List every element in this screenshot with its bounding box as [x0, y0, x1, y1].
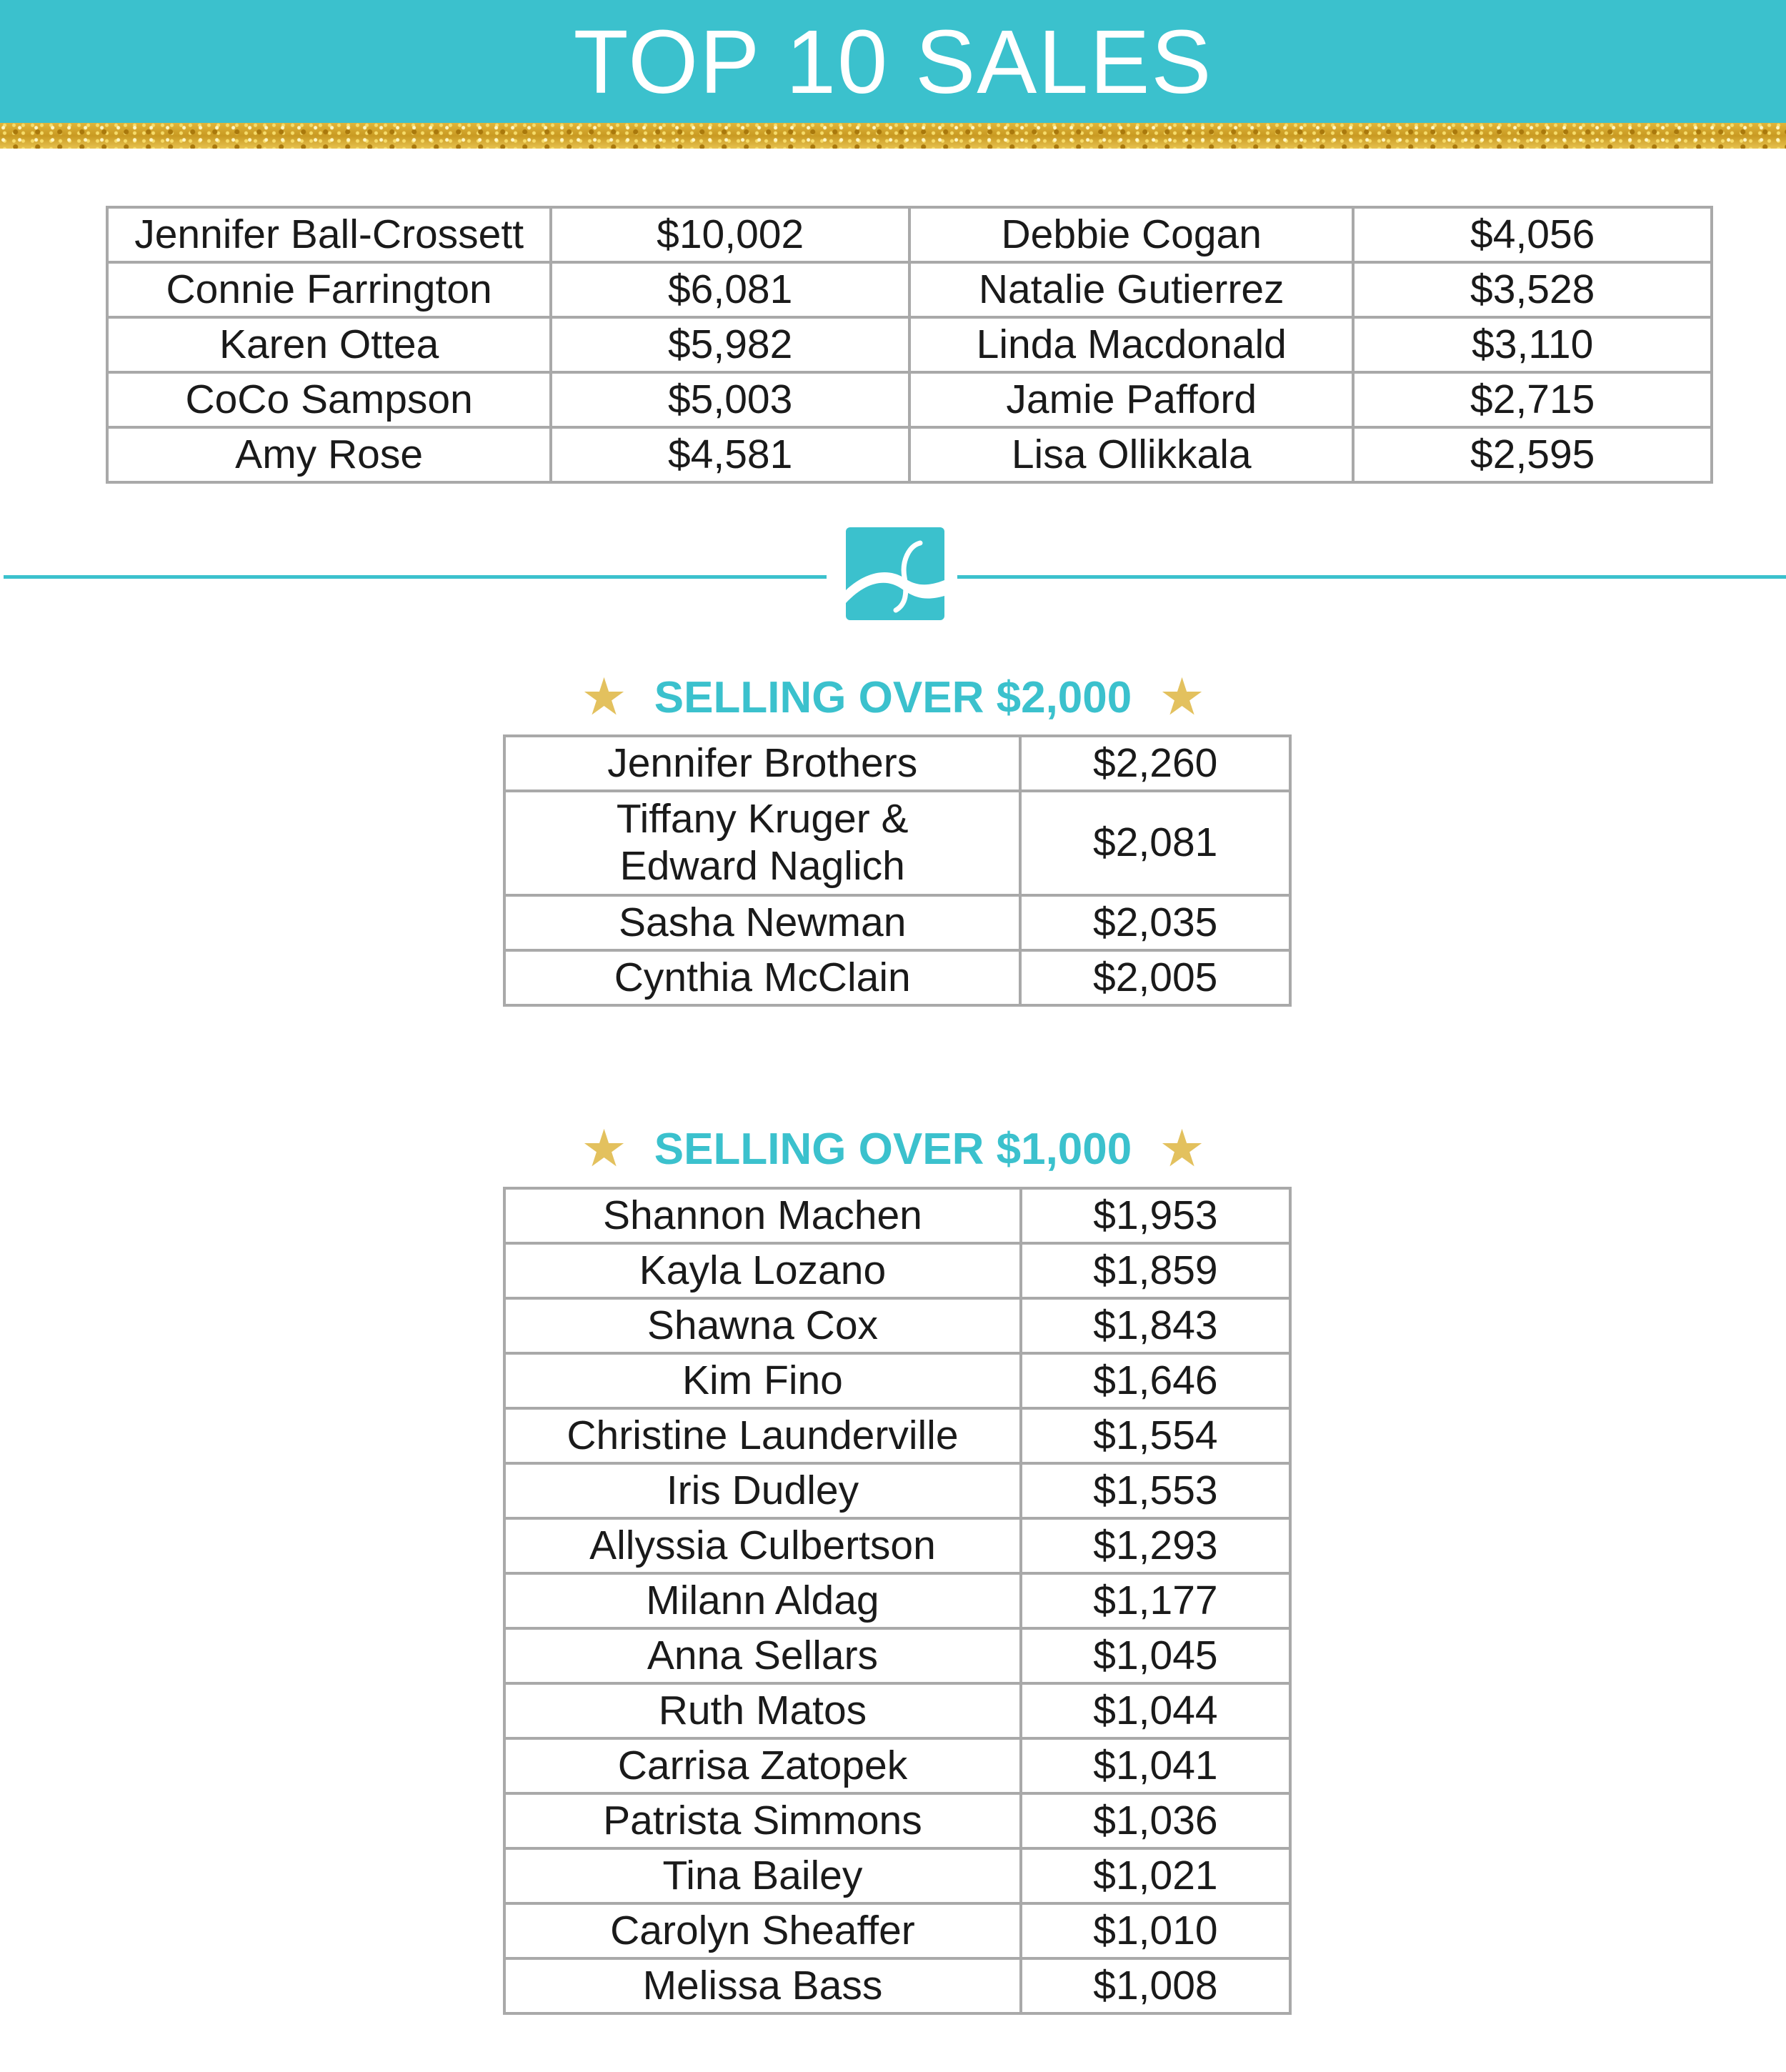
seller-amount: $1,554: [1021, 1408, 1290, 1463]
seller-amount: $2,595: [1353, 427, 1712, 482]
seller-name: Anna Sellars: [504, 1628, 1021, 1683]
seller-name: Shawna Cox: [504, 1298, 1021, 1353]
seller-name-line-2: Edward Naglich: [619, 843, 905, 889]
table-row: [504, 791, 1290, 895]
seller-name: Natalie Gutierrez: [909, 262, 1353, 317]
seller-amount: $1,177: [1021, 1573, 1290, 1628]
seller-name: Cynthia McClain: [504, 950, 1020, 1005]
seller-name: Christine Launderville: [504, 1408, 1021, 1463]
brand-logo-icon: [846, 527, 944, 620]
top10-table: [106, 206, 1713, 484]
table-row: [107, 372, 1712, 427]
seller-amount: $1,036: [1021, 1793, 1290, 1848]
seller-name: Carolyn Sheaffer: [504, 1903, 1021, 1958]
table-row: [504, 1683, 1290, 1738]
table-row: [504, 1463, 1290, 1518]
table-row: [504, 736, 1290, 791]
seller-name: Shannon Machen: [504, 1188, 1021, 1243]
star-icon: ★: [581, 669, 627, 726]
page-title: TOP 10 SALES: [573, 11, 1213, 112]
table-row: [504, 1848, 1290, 1903]
seller-name: Iris Dudley: [504, 1463, 1021, 1518]
seller-name: Patrista Simmons: [504, 1793, 1021, 1848]
table-row: [504, 1738, 1290, 1793]
seller-name: Jamie Pafford: [909, 372, 1353, 427]
table-row: [504, 1793, 1290, 1848]
table-row: [504, 1518, 1290, 1573]
seller-name: Debbie Cogan: [909, 207, 1353, 262]
seller-amount: $2,035: [1020, 895, 1290, 950]
seller-name: Karen Ottea: [107, 317, 551, 372]
seller-name: CoCo Sampson: [107, 372, 551, 427]
seller-amount: $1,044: [1021, 1683, 1290, 1738]
section-heading-over-1000: [0, 1120, 1786, 1177]
seller-name: Jennifer Ball-Crossett: [107, 207, 551, 262]
seller-amount: $5,982: [551, 317, 909, 372]
table-row: [504, 1188, 1290, 1243]
seller-name: Milann Aldag: [504, 1573, 1021, 1628]
table-row: [107, 317, 1712, 372]
seller-name: Carrisa Zatopek: [504, 1738, 1021, 1793]
seller-name: Allyssia Culbertson: [504, 1518, 1021, 1573]
seller-name: Amy Rose: [107, 427, 551, 482]
seller-amount: $1,646: [1021, 1353, 1290, 1408]
star-icon: ★: [1159, 669, 1205, 726]
seller-amount: $1,953: [1021, 1188, 1290, 1243]
section-heading-over-2000: [0, 669, 1786, 726]
over-2000-table: [503, 734, 1292, 1007]
table-row: [504, 1958, 1290, 2013]
brand-logo-icon: [846, 527, 944, 620]
seller-name: Sasha Newman: [504, 895, 1020, 950]
seller-amount: $2,260: [1020, 736, 1290, 791]
seller-name: Ruth Matos: [504, 1683, 1021, 1738]
seller-amount: $1,553: [1021, 1463, 1290, 1518]
seller-amount: $1,008: [1021, 1958, 1290, 2013]
star-icon: ★: [581, 1120, 627, 1177]
header-banner: [0, 0, 1786, 123]
seller-amount: $4,581: [551, 427, 909, 482]
seller-amount: $1,045: [1021, 1628, 1290, 1683]
seller-name: [504, 791, 1020, 895]
seller-amount: $3,528: [1353, 262, 1712, 317]
table-row: [504, 1573, 1290, 1628]
seller-name: Jennifer Brothers: [504, 736, 1020, 791]
table-row: [107, 427, 1712, 482]
divider-line-left: [4, 575, 827, 579]
seller-amount: $1,859: [1021, 1243, 1290, 1298]
table-row: [504, 1903, 1290, 1958]
seller-name-line-1: Tiffany Kruger &: [616, 796, 909, 842]
seller-name: Lisa Ollikkala: [909, 427, 1353, 482]
seller-name: Connie Farrington: [107, 262, 551, 317]
seller-name: Kayla Lozano: [504, 1243, 1021, 1298]
seller-amount: $4,056: [1353, 207, 1712, 262]
seller-amount: $1,041: [1021, 1738, 1290, 1793]
seller-amount: $2,715: [1353, 372, 1712, 427]
table-row: [504, 950, 1290, 1005]
table-row: [504, 1353, 1290, 1408]
seller-amount: $1,021: [1021, 1848, 1290, 1903]
table-row: [504, 1408, 1290, 1463]
seller-amount: $5,003: [551, 372, 909, 427]
star-icon: ★: [1159, 1120, 1205, 1177]
seller-name: Linda Macdonald: [909, 317, 1353, 372]
seller-amount: $2,005: [1020, 950, 1290, 1005]
table-row: [504, 1243, 1290, 1298]
seller-amount: $3,110: [1353, 317, 1712, 372]
seller-amount: $1,010: [1021, 1903, 1290, 1958]
gold-glitter-strip: [0, 123, 1786, 149]
seller-name: Melissa Bass: [504, 1958, 1021, 2013]
seller-name: Kim Fino: [504, 1353, 1021, 1408]
seller-amount: $10,002: [551, 207, 909, 262]
seller-amount: $1,843: [1021, 1298, 1290, 1353]
seller-amount: $1,293: [1021, 1518, 1290, 1573]
seller-name: Tina Bailey: [504, 1848, 1021, 1903]
divider-line-right: [957, 575, 1786, 579]
table-row: [504, 895, 1290, 950]
over-1000-table: [503, 1187, 1292, 2015]
table-row: [107, 262, 1712, 317]
seller-amount: $2,081: [1020, 791, 1290, 895]
section-title: SELLING OVER $2,000: [654, 672, 1132, 722]
table-row: [504, 1628, 1290, 1683]
seller-amount: $6,081: [551, 262, 909, 317]
table-row: [504, 1298, 1290, 1353]
section-title: SELLING OVER $1,000: [654, 1124, 1132, 1174]
table-row: [107, 207, 1712, 262]
